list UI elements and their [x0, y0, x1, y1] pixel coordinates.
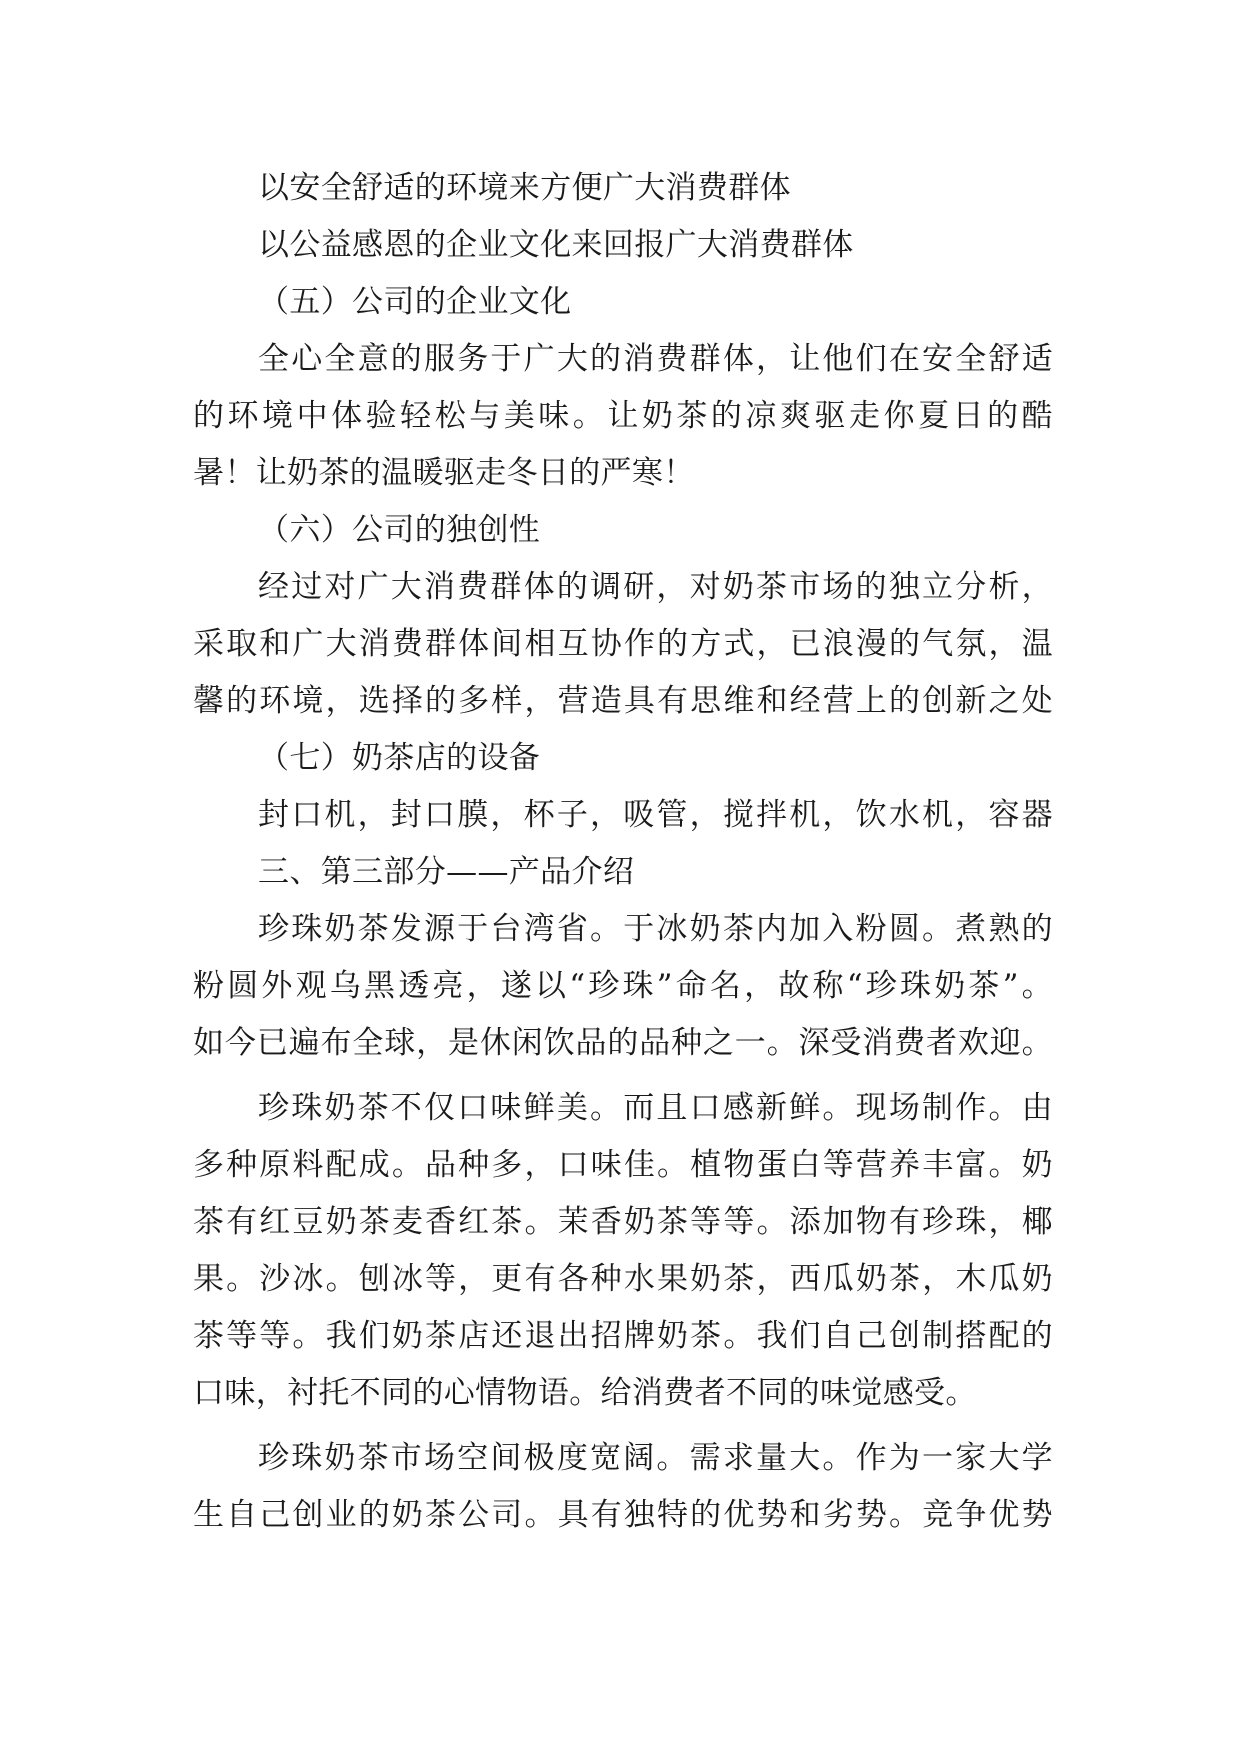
paragraph-line: 以安全舒适的环境来方便广大消费群体: [258, 170, 791, 206]
paragraph-line: 经过对广大消费群体的调研，对奶茶市场的独立分析，: [258, 569, 1053, 605]
paragraph-line: 茶等等。我们奶茶店还退出招牌奶茶。我们自己创制搭配的: [193, 1318, 1053, 1354]
paragraph-line: 多种原料配成。品种多，口味佳。植物蛋白等营养丰富。奶: [193, 1147, 1053, 1183]
paragraph-line: 珍珠奶茶发源于台湾省。于冰奶茶内加入粉圆。煮熟的: [258, 911, 1053, 947]
paragraph-line: 全心全意的服务于广大的消费群体，让他们在安全舒适: [258, 341, 1053, 377]
section-heading: （五）公司的企业文化: [258, 284, 572, 320]
paragraph-line: 珍珠奶茶市场空间极度宽阔。需求量大。作为一家大学: [258, 1440, 1053, 1476]
section-heading: （七）奶茶店的设备: [258, 740, 541, 776]
paragraph-line: 粉圆外观乌黑透亮，遂以“珍珠”命名，故称“珍珠奶茶”。: [193, 968, 1053, 1004]
paragraph-line: 如今已遍布全球，是休闲饮品的品种之一。深受消费者欢迎。: [193, 1025, 1053, 1061]
section-heading: 三、第三部分——产品介绍: [258, 854, 635, 890]
paragraph-line: 的环境中体验轻松与美味。让奶茶的凉爽驱走你夏日的酷: [193, 398, 1053, 434]
paragraph-line: 果。沙冰。刨冰等，更有各种水果奶茶，西瓜奶茶，木瓜奶: [193, 1261, 1053, 1297]
paragraph-line: 珍珠奶茶不仅口味鲜美。而且口感新鲜。现场制作。由: [258, 1090, 1053, 1126]
paragraph-line: 采取和广大消费群体间相互协作的方式，已浪漫的气氛，温: [193, 626, 1053, 662]
paragraph-line: 封口机，封口膜，杯子，吸管，搅拌机，饮水机，容器: [258, 797, 1053, 833]
paragraph-line: 馨的环境，选择的多样，营造具有思维和经营上的创新之处: [193, 683, 1053, 719]
paragraph-line: 生自己创业的奶茶公司。具有独特的优势和劣势。竞争优势: [193, 1497, 1053, 1533]
section-heading: （六）公司的独创性: [258, 512, 541, 548]
paragraph-line: 以公益感恩的企业文化来回报广大消费群体: [258, 227, 854, 263]
paragraph-line: 茶有红豆奶茶麦香红茶。茉香奶茶等等。添加物有珍珠，椰: [193, 1204, 1053, 1240]
paragraph-line: 暑！让奶茶的温暖驱走冬日的严寒！: [193, 455, 695, 491]
paragraph-line: 口味，衬托不同的心情物语。给消费者不同的味觉感受。: [193, 1375, 977, 1411]
